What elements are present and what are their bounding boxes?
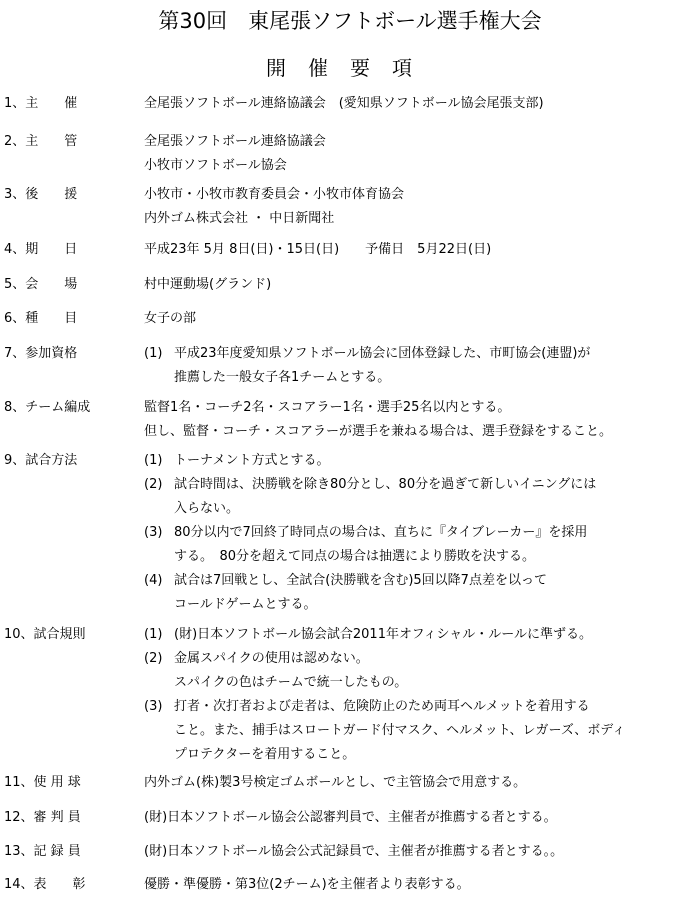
sub-item-continuation: 入らない。 (174, 501, 240, 516)
sub-item-number: (3) (144, 699, 163, 714)
item-content (144, 238, 694, 262)
item-line: 小牧市・小牧市教育委員会・小牧市体育協会 (144, 187, 405, 202)
item-line: 小牧市ソフトボール協会 (144, 158, 287, 173)
numbered-line (144, 473, 694, 497)
sub-item-number: (2) (144, 651, 163, 666)
item-line: 平成23年 5月 8日(日)・15日(日) 予備日 5月22日(日) (144, 242, 492, 257)
sub-item-continuation: 推薦した一般女子各1チームとする。 (174, 370, 391, 385)
sub-item-number: (1) (144, 453, 163, 468)
sub-item-text: 80分以内で7回終了時同点の場合は、直ちに『タイブレーカー』を採用 (174, 525, 588, 540)
sub-item-number: (4) (144, 573, 163, 588)
item-label: 3、後 援 (4, 187, 78, 202)
item-content (144, 873, 694, 897)
sub-item-number: (2) (144, 477, 163, 492)
item-content (144, 806, 694, 830)
sub-item-number: (3) (144, 525, 163, 540)
sub-item-text: 平成23年度愛知県ソフトボール協会に団体登録した、市町協会(連盟)が (174, 346, 591, 361)
item-label: 12、審 判 員 (4, 810, 81, 825)
sub-item-continuation: コールドゲームとする。 (174, 597, 317, 612)
item-content (144, 342, 694, 390)
item-line: 全尾張ソフトボール連絡協議会 (愛知県ソフトボール協会尾張支部) (144, 96, 544, 111)
item-label: 8、チーム編成 (4, 400, 91, 415)
document-subtitle: 開催要項 (266, 56, 434, 80)
item-label: 9、試合方法 (4, 453, 78, 468)
numbered-line (144, 342, 694, 366)
item-line: 内外ゴム株式会社 ・ 中日新聞社 (144, 211, 335, 226)
item-label: 14、表 彰 (4, 877, 86, 892)
sub-item-text: 金属スパイクの使用は認めない。 (174, 651, 369, 666)
sub-item-continuation: スパイクの色はチームで統一したもの。 (174, 675, 408, 690)
document-title: 第30回 東尾張ソフトボール選手権大会 (158, 9, 542, 33)
item-label: 1、主 催 (4, 96, 78, 111)
item-content (144, 771, 694, 795)
sub-item-number: (1) (144, 627, 163, 642)
item-content (144, 396, 694, 444)
item-line: 女子の部 (144, 311, 197, 326)
numbered-line (144, 647, 694, 671)
item-label: 11、使 用 球 (4, 775, 81, 790)
sub-item-continuation: する。 80分を超えて同点の場合は抽選により勝敗を決する。 (174, 549, 536, 564)
item-content (144, 449, 694, 617)
item-content (144, 307, 694, 331)
numbered-line (144, 623, 694, 647)
sub-item-text: 試合時間は、決勝戦を除き80分とし、80分を過ぎて新しいイニングには (174, 477, 597, 492)
sub-item-text: トーナメント方式とする。 (174, 453, 330, 468)
item-line: (財)日本ソフトボール協会公式記録員で、主催者が推薦する者とする。。 (144, 844, 564, 859)
item-label: 7、参加資格 (4, 346, 78, 361)
item-label: 4、期 日 (4, 242, 78, 257)
numbered-line (144, 521, 694, 545)
item-label: 5、会 場 (4, 277, 78, 292)
item-line: 村中運動場(グランド) (144, 277, 272, 292)
item-content (144, 840, 694, 864)
item-line: 但し、監督・コーチ・スコアラーが選手を兼ねる場合は、選手登録をすること。 (144, 424, 613, 439)
item-line: 全尾張ソフトボール連絡協議会 (144, 134, 326, 149)
item-content (144, 183, 694, 231)
numbered-line (144, 695, 694, 719)
item-content (144, 273, 694, 297)
item-label: 6、種 目 (4, 311, 78, 326)
item-label: 13、記 録 員 (4, 844, 81, 859)
item-label: 10、試合規則 (4, 627, 86, 642)
sub-item-text: 試合は7回戦とし、全試合(決勝戦を含む)5回以降7点差を以って (174, 573, 547, 588)
item-line: 内外ゴム(株)製3号検定ゴムボールとし、で主管協会で用意する。 (144, 775, 527, 790)
sub-item-continuation: こと。また、捕手はスロートガード付マスク、ヘルメット、レガーズ、ボディ (174, 723, 626, 738)
item-content (144, 130, 694, 178)
item-line: (財)日本ソフトボール協会公認審判員で、主催者が推薦する者とする。 (144, 810, 557, 825)
item-label: 2、主 管 (4, 134, 78, 149)
item-content (144, 623, 694, 767)
item-line: 監督1名・コーチ2名・スコアラー1名・選手25名以内とする。 (144, 400, 511, 415)
sub-item-number: (1) (144, 346, 163, 361)
numbered-line (144, 449, 694, 473)
item-line: 優勝・準優勝・第3位(2チーム)を主催者より表彰する。 (144, 877, 470, 892)
sub-item-text: 打者・次打者および走者は、危険防止のため両耳ヘルメットを着用する (174, 699, 590, 714)
sub-item-text: (財)日本ソフトボール協会試合2011年オフィシャル・ルールに準ずる。 (174, 627, 593, 642)
sub-item-continuation: プロテクターを着用すること。 (174, 747, 356, 762)
numbered-line (144, 569, 694, 593)
item-content (144, 92, 694, 116)
